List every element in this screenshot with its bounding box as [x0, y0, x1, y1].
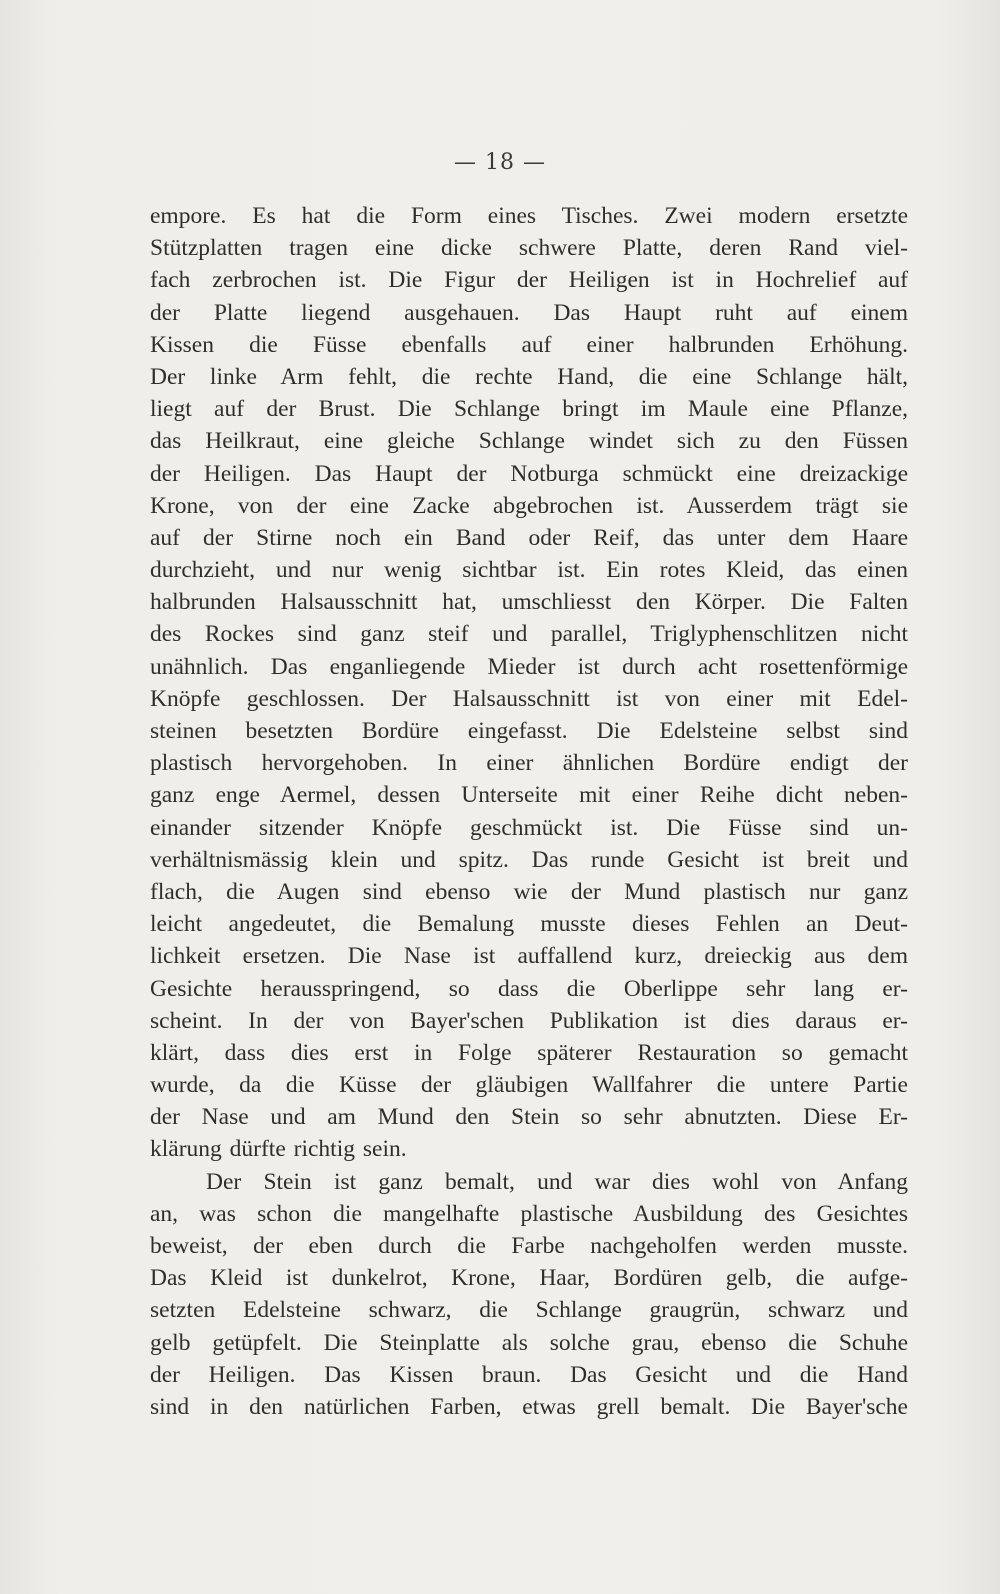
- text-line: Kissen die Füsse ebenfalls auf einer halbrunden Erhöhung.: [150, 331, 908, 358]
- text-line: sind in den natürlichen Farben, etwas grell bemalt. Die Bayer'sche: [150, 1393, 908, 1420]
- text-line: empore. Es hat die Form eines Tisches. Zwei modern ersetzte: [150, 203, 908, 229]
- text-line: das Heilkraut, eine gleiche Schlange windet sich zu den Füssen: [150, 428, 908, 455]
- text-line: verhältnismässig klein und spitz. Das runde Gesicht ist breit und: [150, 846, 908, 873]
- paragraph-start-line: Der Stein ist ganz bemalt, und war dies wohl von Anfang: [206, 1168, 908, 1195]
- text-line: fach zerbrochen ist. Die Figur der Heiligen ist in Hochrelief auf: [150, 267, 908, 294]
- body-text: [150, 200, 908, 1423]
- text-line: Gesichte herausspringend, so dass die Oberlippe sehr lang er-: [150, 975, 908, 1002]
- text-line: flach, die Augen sind ebenso wie der Mund plastisch nur ganz: [150, 878, 908, 905]
- text-line: steinen besetzten Bordüre eingefasst. Die Edelsteine selbst sind: [150, 718, 908, 744]
- text-line: wurde, da die Küsse der gläubigen Wallfahrer die untere Partie: [150, 1072, 908, 1099]
- text-line: unähnlich. Das enganliegende Mieder ist durch acht rosettenförmige: [150, 653, 908, 680]
- text-line: der Heiligen. Das Kissen braun. Das Gesicht und die Hand: [150, 1361, 908, 1388]
- page-number: — 18 —: [454, 150, 546, 175]
- paragraph-end-line: klärung dürfte richtig sein.: [150, 1136, 407, 1163]
- text-line: Das Kleid ist dunkelrot, Krone, Haar, Bordüren gelb, die aufge-: [150, 1265, 908, 1292]
- text-line: lichkeit ersetzen. Die Nase ist auffallend kurz, dreieckig aus dem: [150, 943, 908, 970]
- text-line: durchzieht, und nur wenig sichtbar ist. Ein rotes Kleid, das einen: [150, 557, 908, 584]
- text-line: klärt, dass dies erst in Folge späterer Restauration so gemacht: [150, 1039, 908, 1066]
- text-line: auf der Stirne noch ein Band oder Reif, das unter dem Haare: [150, 524, 908, 551]
- text-line: plastisch hervorgehoben. In einer ähnlichen Bordüre endigt der: [150, 750, 908, 777]
- text-line: scheint. In der von Bayer'schen Publikation ist dies daraus er-: [150, 1007, 908, 1034]
- text-line: gelb getüpfelt. Die Steinplatte als solche grau, ebenso die Schuhe: [150, 1329, 908, 1356]
- text-line: beweist, der eben durch die Farbe nachgeholfen werden musste.: [150, 1233, 908, 1259]
- text-line: setzten Edelsteine schwarz, die Schlange graugrün, schwarz und: [150, 1297, 908, 1324]
- text-line: Der linke Arm fehlt, die rechte Hand, die eine Schlange hält,: [150, 363, 908, 390]
- text-line: Knöpfe geschlossen. Der Halsausschnitt ist von einer mit Edel-: [150, 685, 908, 712]
- text-line: liegt auf der Brust. Die Schlange bringt im Maule eine Pflanze,: [150, 396, 908, 423]
- text-line: leicht angedeutet, die Bemalung musste dieses Fehlen an Deut-: [150, 911, 908, 938]
- text-line: des Rockes sind ganz steif und parallel, Triglyphenschlitzen nicht: [150, 621, 908, 648]
- text-line: ganz enge Aermel, dessen Unterseite mit einer Reihe dicht neben-: [150, 782, 908, 809]
- text-line: der Platte liegend ausgehauen. Das Haupt ruht auf einem: [150, 299, 908, 326]
- text-line: Krone, von der eine Zacke abgebrochen ist. Ausserdem trägt sie: [150, 492, 908, 519]
- text-line: der Nase und am Mund den Stein so sehr abnutzten. Diese Er-: [150, 1104, 908, 1131]
- text-line: Stützplatten tragen eine dicke schwere Platte, deren Rand viel-: [150, 235, 908, 262]
- text-line: halbrunden Halsausschnitt hat, umschliesst den Körper. Die Falten: [150, 589, 908, 616]
- text-line: an, was schon die mangelhafte plastische Ausbildung des Gesichtes: [150, 1200, 908, 1227]
- text-line: der Heiligen. Das Haupt der Notburga schmückt eine dreizackige: [150, 460, 908, 487]
- text-line: einander sitzender Knöpfe geschmückt ist. Die Füsse sind un-: [150, 814, 908, 841]
